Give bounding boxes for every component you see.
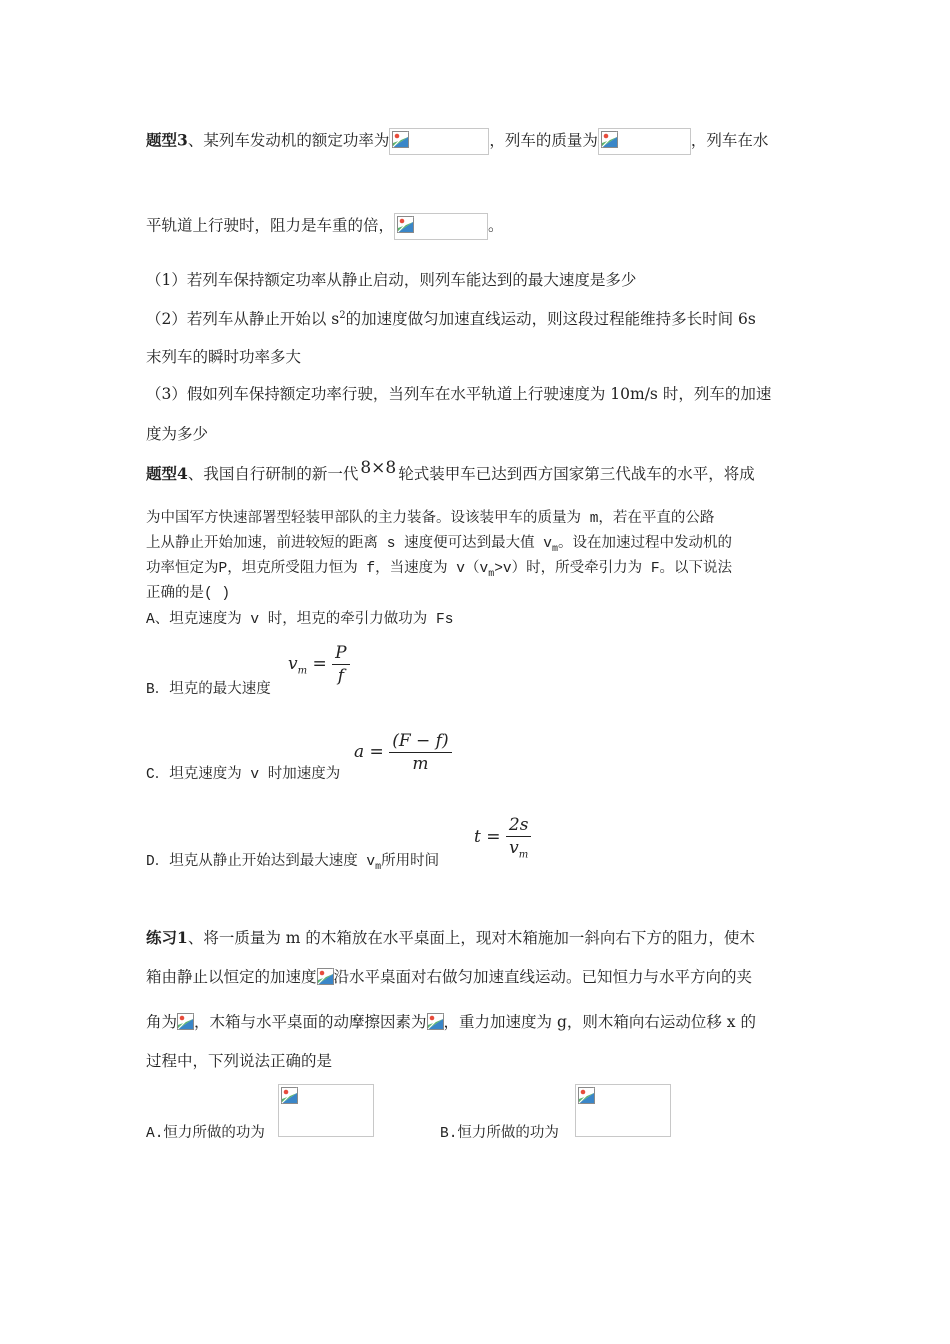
train-mass-image [598, 128, 691, 155]
p1-line1: 练习1、将一质量为 m 的木箱放在水平桌面上，现对木箱施加一斜向右下方的阻力，使木 [146, 928, 755, 947]
broken-image-icon [392, 131, 409, 148]
t3-line1: 题型3、某列车发动机的额定功率为 ，列车的质量为 ，列车在水 [146, 128, 768, 155]
t4-line2: 为中国军方快速部署型轻装甲部队的主力装备。设该装甲车的质量为 m，若在平直的公路 [146, 511, 715, 527]
broken-image-icon [601, 131, 618, 148]
t3-line2: 平轨道上行驶时，阻力是车重的倍， 。 [146, 213, 504, 240]
broken-image-icon [177, 1013, 194, 1030]
option-a-formula-image [278, 1084, 374, 1137]
t4-option-a: A、坦克速度为 v 时，坦克的牵引力做功为 Fs [146, 612, 454, 628]
broken-image-icon [397, 216, 414, 233]
p1-line3: 角为 ，木箱与水平桌面的动摩擦因素为 ，重力加速度为 g，则木箱向右运动位移 x 的 [146, 1013, 756, 1031]
t4-line5: 正确的是( ) [146, 586, 231, 602]
p1-heading: 练习1 [146, 928, 188, 947]
formula-acceleration: a = $\frac{(F - f)}{m}$ [354, 731, 452, 774]
formula-time: t = $\frac{2s}{v_m}$ [474, 815, 531, 860]
broken-image-icon [578, 1087, 595, 1104]
broken-image-icon [281, 1087, 298, 1104]
t3-heading: 题型3 [146, 130, 188, 150]
t3-question3-cont: 度为多少 [146, 425, 209, 443]
t4-line3: 上从静止开始加速，前进较短的距离 s 速度便可达到最大值 $v_m$。设在加速过程中发动机的 [146, 536, 733, 555]
math-8x8: 8×8 [360, 458, 397, 478]
formula-max-speed: $v_m$ = $\frac{P}{f}$ [288, 643, 350, 686]
t4-line4: 功率恒定为P，坦克所受阻力恒为 f，当速度为 $v(v_m>v)$时，所受牵引力为 F。以下说法 [146, 561, 733, 580]
option-b-formula-image [575, 1084, 671, 1137]
p1-line4: 过程中，下列说法正确的是 [146, 1052, 333, 1070]
t4-line1: 题型4、我国自行研制的新一代 8×8 轮式装甲车已达到西方国家第三代战车的水平，将成 [146, 458, 755, 483]
t3-question2-cont: 末列车的瞬时功率多大 [146, 348, 302, 366]
t3-question3: （3）假如列车保持额定功率行驶，当列车在水平轨道上行驶速度为 10m/s 时，列车的加速 [146, 385, 772, 403]
rated-power-image [389, 128, 489, 155]
p1-line2: 箱由静止以恒定的加速度 沿水平桌面对右做匀加速直线运动。已知恒力与水平方向的夹 [146, 968, 753, 986]
t4-option-b: B．坦克的最大速度 [146, 682, 271, 698]
t3-question2: （2）若列车从静止开始以 $s^2$的加速度做匀加速直线运动，则这段过程能维持多长时间 6s [146, 310, 756, 329]
p1-option-a: A.恒力所做的功为 [146, 1126, 265, 1142]
t3-question1: （1）若列车保持额定功率从静止启动，则列车能达到的最大速度是多少 [146, 271, 637, 289]
broken-image-icon [317, 968, 334, 985]
t4-option-c: C．坦克速度为 v 时加速度为 [146, 767, 341, 783]
broken-image-icon [427, 1013, 444, 1030]
p1-option-b: B.恒力所做的功为 [440, 1126, 559, 1142]
t4-heading: 题型4 [146, 464, 188, 483]
t4-option-d: D．坦克从静止开始达到最大速度 $v_m$所用时间 [146, 854, 440, 873]
resistance-ratio-image [394, 213, 488, 240]
